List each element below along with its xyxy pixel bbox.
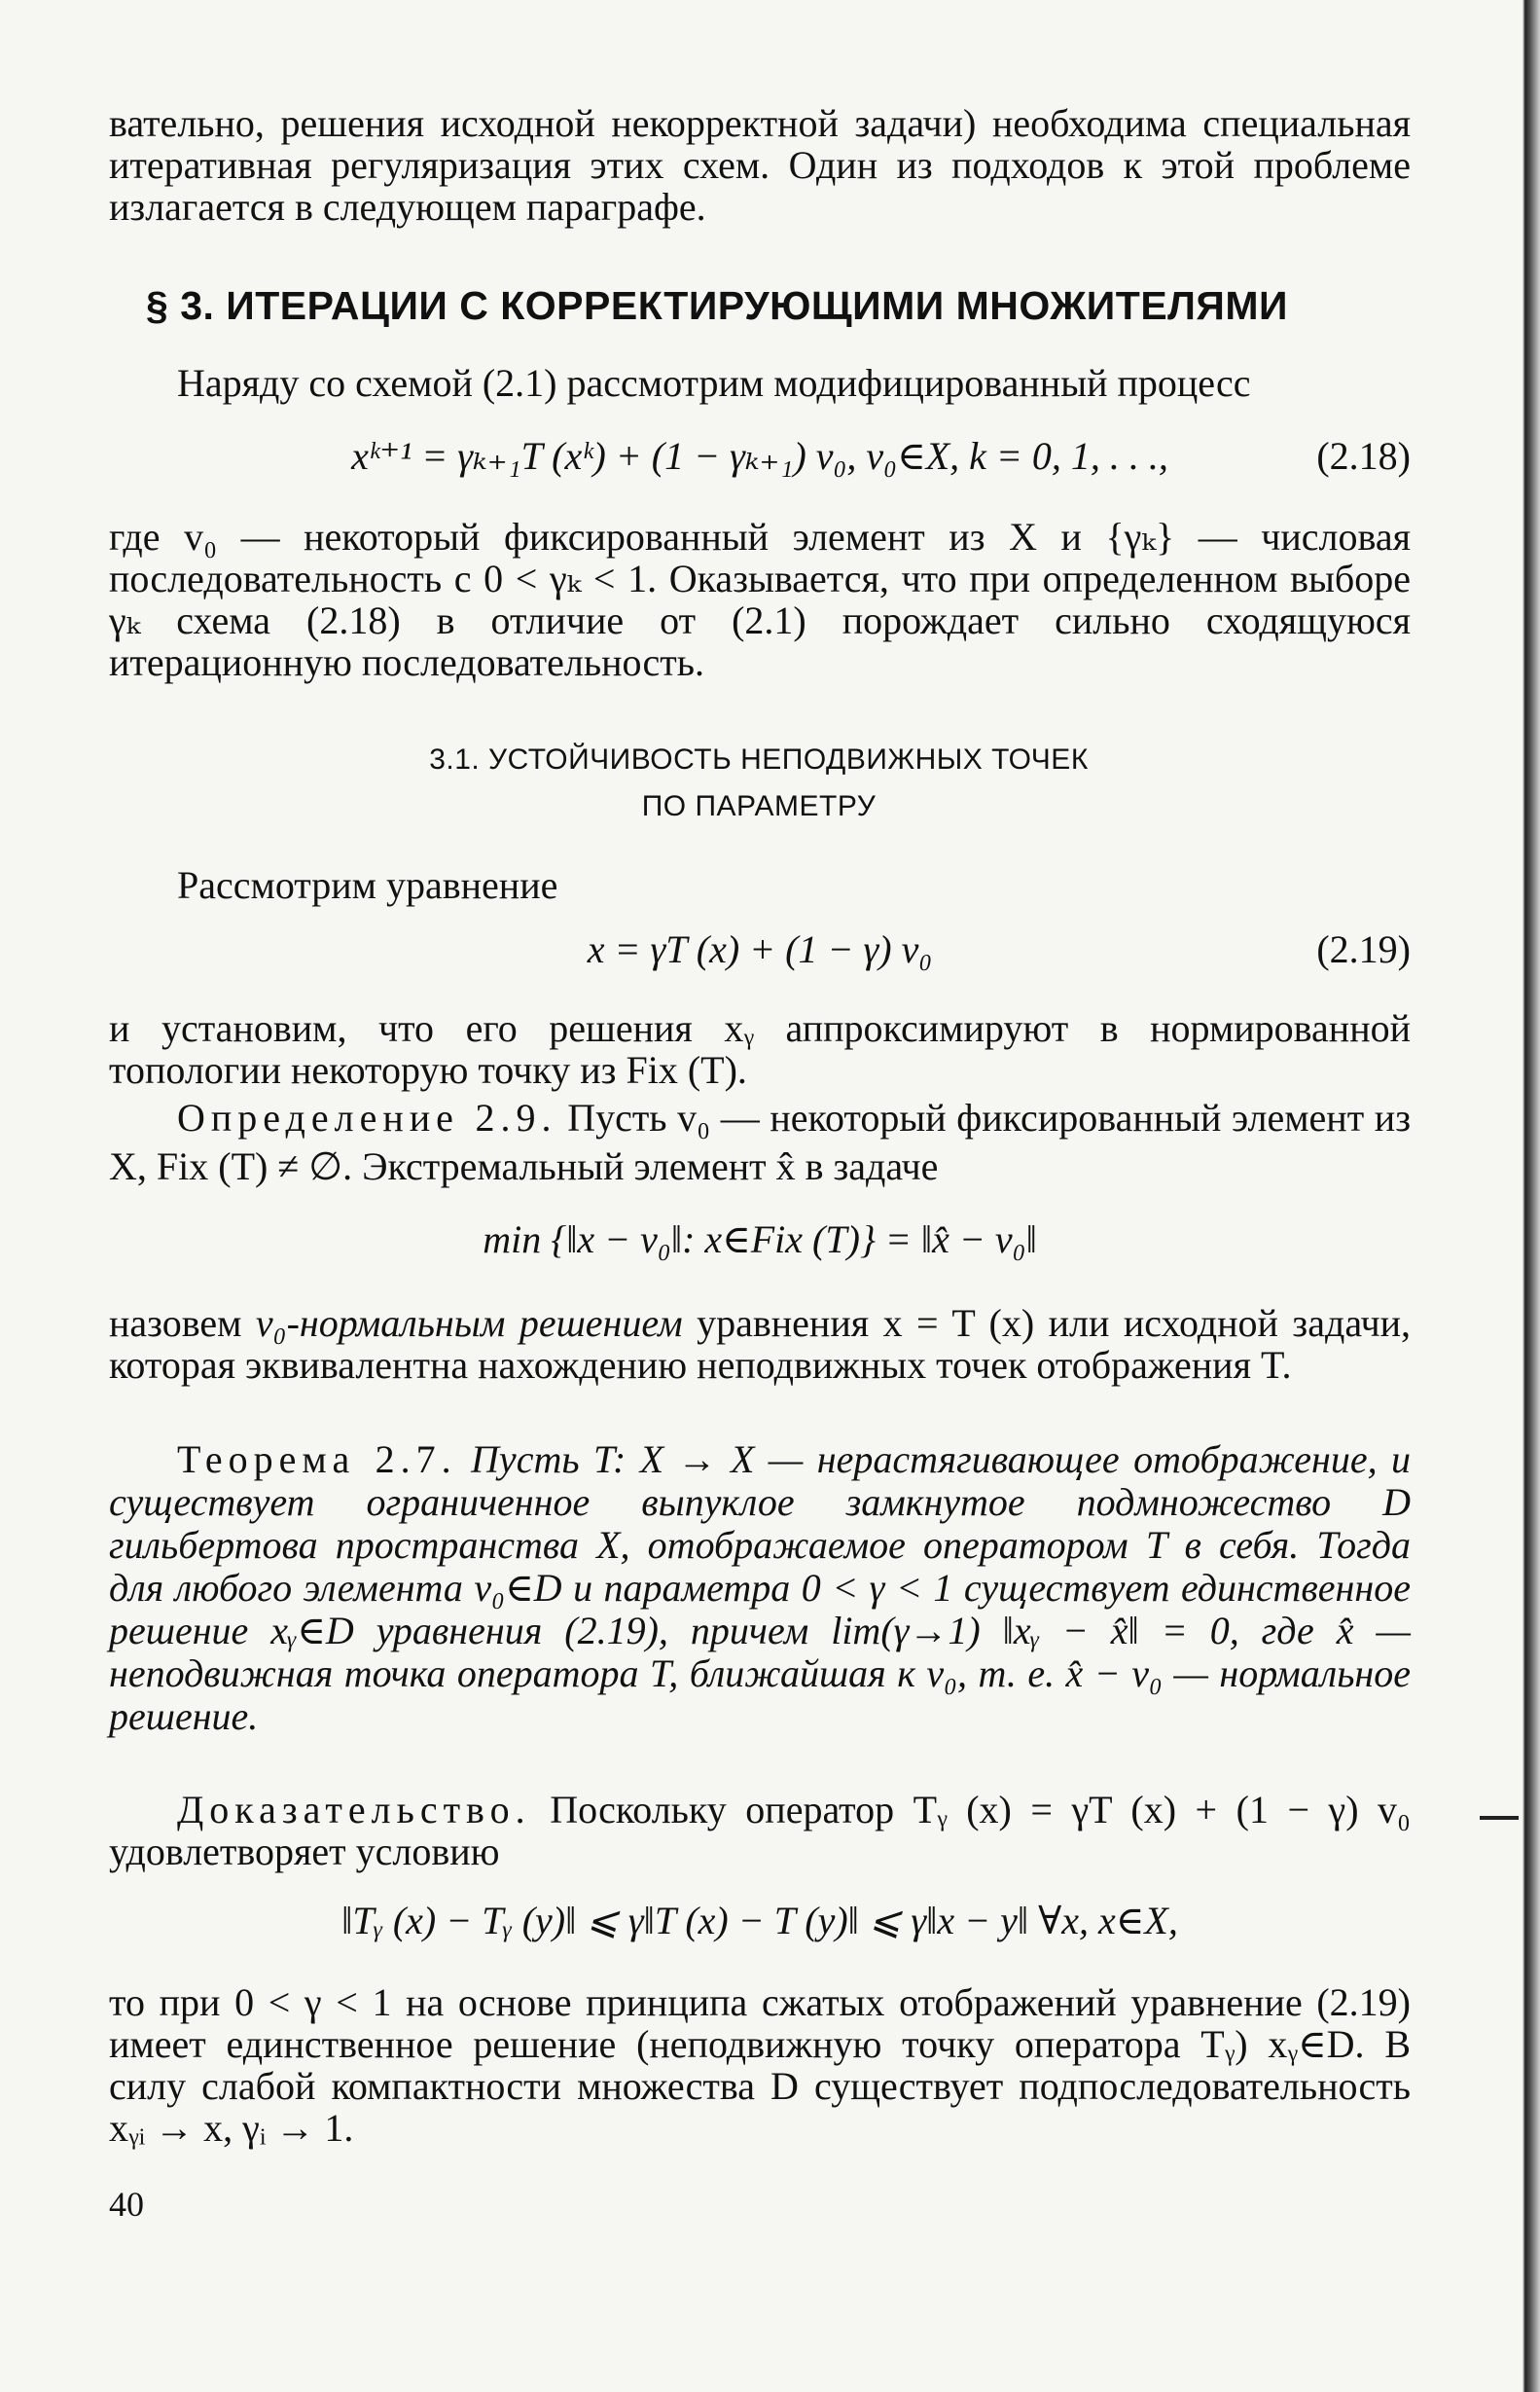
equation-2-18-number: (2.18) [1316, 434, 1411, 478]
paragraph-5-before: назовем [109, 1301, 256, 1345]
page-number: 40 [109, 2185, 144, 2224]
theorem-text: Пусть T: X → X — нерастягивающее отображение, и существует ограниченное выпуклое замкнутое подмножество D гильбертова пространства X, отображаемое оператором T в себя. Тогда для любого элемента v₀∈D и параметра 0 < γ < 1 существует единственное решение xᵧ∈D уравнения (2.19), причем lim(γ→1) ‖xᵧ − x̂‖ = 0, где x̂ — неподвижная точка оператора T, ближайшая к v₀, т. е. x̂ − v₀ — нормальное решение. [109, 1437, 1412, 1738]
equation-min-body: min {‖x − v₀‖: x∈Fix (T)} = ‖x̂ − v₀‖ [483, 1217, 1037, 1261]
page-edge-mark [1480, 1816, 1519, 1820]
equation-2-19 [109, 926, 1411, 975]
proof-label: Доказательство. [177, 1788, 531, 1831]
equation-inequality [109, 1898, 1411, 1946]
theorem-paragraph [109, 1438, 1411, 1738]
paragraph-1-text: Наряду со схемой (2.1) рассмотрим модифицированный процесс [177, 361, 1251, 405]
paragraph-3 [109, 864, 1411, 906]
proof-text: Поскольку оператор Tᵧ (x) = γT (x) + (1 − γ) v₀ удовлетворяет условию [109, 1788, 1412, 1873]
equation-2-19-body: x = γT (x) + (1 − γ) v₀ [587, 927, 933, 971]
page-edge-shadow [1501, 0, 1540, 2392]
definition-paragraph [109, 1094, 1411, 1191]
definition-text: Пусть v₀ — некоторый фиксированный элемент из X, Fix (T) ≠ ∅. Экстремальный элемент x̂ в задаче [109, 1096, 1412, 1188]
paragraph-4: и установим, что его решения xᵧ аппроксимируют в нормированной топологии некоторую точку из Fix (T). [109, 1006, 1411, 1092]
section-heading: § 3. ИТЕРАЦИИ С КОРРЕКТИРУЮЩИМИ МНОЖИТЕЛЯМИ [146, 283, 1289, 328]
paragraph-5 [109, 1302, 1411, 1386]
paragraph-3-text: Рассмотрим уравнение [177, 863, 558, 907]
paragraph-1 [109, 362, 1411, 404]
equation-inequality-body: ‖Tᵧ (x) − Tᵧ (y)‖ ⩽ γ‖T (x) − T (y)‖ ⩽ γ‖x − y‖ ∀x, x∈X, [341, 1899, 1178, 1942]
subsection-heading-line1: 3.1. УСТОЙЧИВОСТЬ НЕПОДВИЖНЫХ ТОЧЕК [429, 743, 1089, 776]
equation-2-19-number: (2.19) [1316, 927, 1411, 971]
equation-2-18 [109, 433, 1411, 482]
paragraph-5-term: v₀-нормальным решением [255, 1301, 683, 1345]
proof-paragraph [109, 1789, 1411, 1872]
equation-2-18-body: xᵏ⁺¹ = γₖ₊₁T (xᵏ) + (1 − γₖ₊₁) v₀, v₀∈X, k = 0, 1, . . ., [351, 434, 1168, 478]
subsection-heading-line2: ПО ПАРАМЕТРУ [641, 790, 877, 822]
definition-label: Определение 2.9. [177, 1096, 557, 1140]
intro-paragraph: вательно, решения исходной некорректной задачи) необходима специальная итеративная регуляризация этих схем. Один из подходов к этой проблеме излагается в следующем параграфе. [109, 101, 1411, 229]
paragraph-2: где v₀ — некоторый фиксированный элемент из X и {γₖ} — числовая последовательность с 0 < γₖ < 1. Оказывается, что при определенном выборе γₖ схема (2.18) в отличие от (2.1) порождает сильно сходящуюся итерационную последовательность. [109, 515, 1411, 684]
equation-min [109, 1216, 1411, 1265]
paragraph-6: то при 0 < γ < 1 на основе принципа сжатых отображений уравнение (2.19) имеет единственное решение (неподвижную точку оператора Tᵧ) xᵧ∈D. В силу слабой компактности множества D существует подпоследовательность xᵧᵢ → x, γᵢ → 1. [109, 1980, 1411, 2150]
paragraph-5-after: уравнения x = T (x) или исходной задачи, которая эквивалентна нахождению неподвижных точек отображения T. [109, 1301, 1411, 1387]
theorem-label: Теорема 2.7. [177, 1437, 457, 1481]
